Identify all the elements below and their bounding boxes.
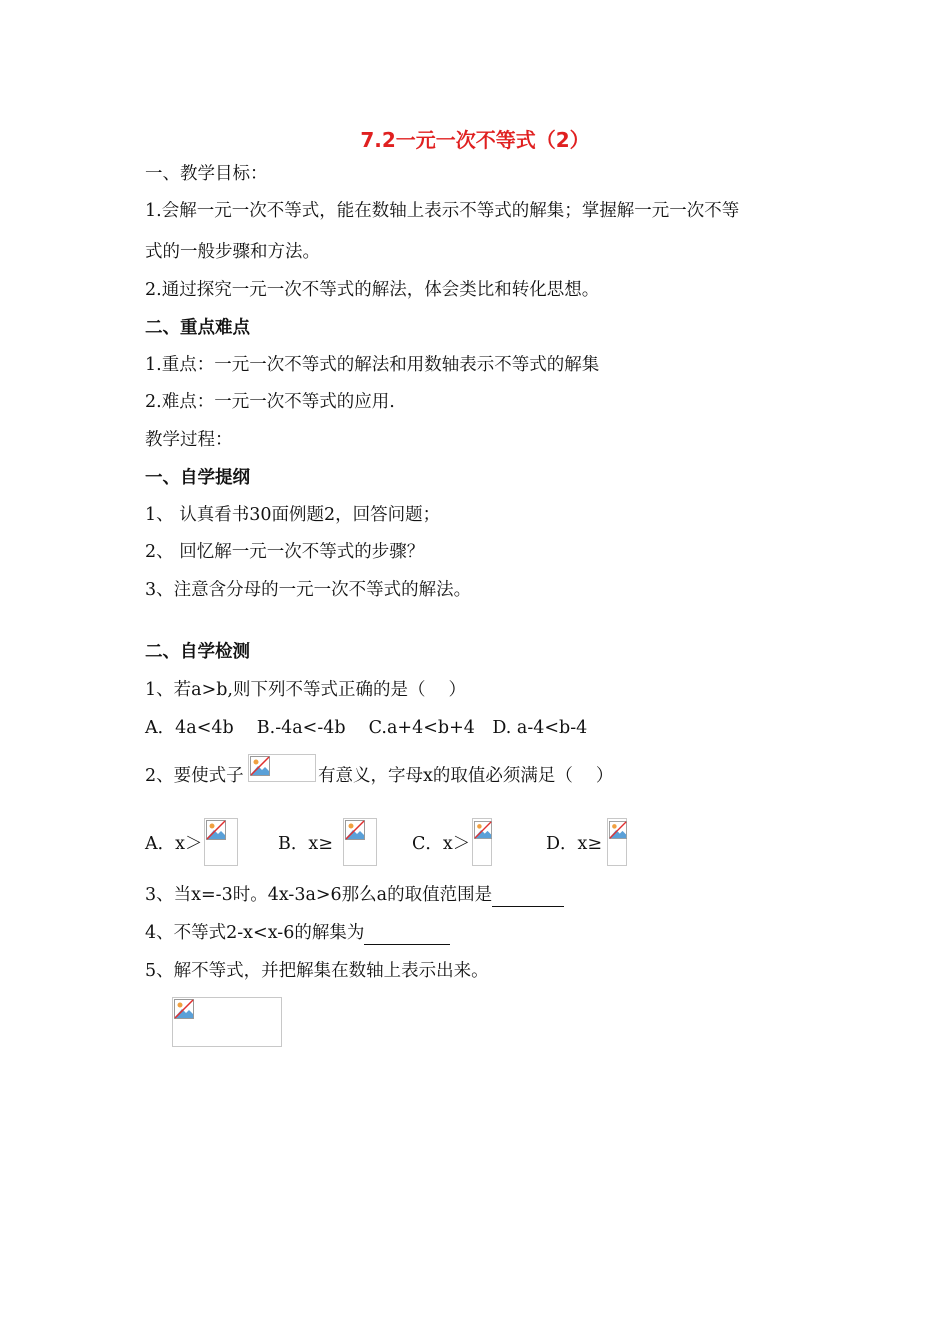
objectives-heading: 一、教学目标：: [145, 164, 268, 184]
key-point-2: 2.难点：一元一次不等式的应用.: [145, 392, 395, 412]
question-3-text: 3、当x=-3时。4x-3a>6那么a的取值范围是: [145, 885, 493, 905]
outline-item: 2、 回忆解一元一次不等式的步骤？: [145, 542, 425, 562]
outline-item: 3、注意含分母的一元一次不等式的解法。: [145, 580, 472, 600]
key-point-1: 1.重点：一元一次不等式的解法和用数轴表示不等式的解集: [145, 355, 600, 375]
question-1: 1、若a>b,则下列不等式正确的是（ ）: [145, 680, 467, 700]
goal-1-line-1: 1.会解一元一次不等式，能在数轴上表示不等式的解集；掌握解一元一次不等: [145, 201, 740, 221]
question-5: 5、解不等式，并把解集在数轴上表示出来。: [145, 961, 489, 981]
option-d: D．x≥: [546, 834, 603, 854]
answer-blank: [364, 926, 450, 945]
broken-image-icon: [607, 818, 627, 866]
process-heading: 教学过程：: [145, 430, 233, 450]
question-4-text: 4、不等式2-x<x-6的解集为: [145, 923, 365, 943]
broken-image-icon: [248, 754, 316, 782]
broken-image-icon: [172, 997, 282, 1047]
goal-1-line-2: 式的一般步骤和方法。: [145, 242, 320, 262]
option-a: A．x＞: [145, 834, 203, 854]
broken-image-icon: [343, 818, 377, 866]
answer-blank: [492, 888, 564, 907]
page-title: 7.2一元一次不等式（2）: [360, 128, 590, 152]
broken-image-icon: [472, 818, 492, 866]
question-2-suffix: 有意义，字母x的取值必须满足（ ）: [318, 766, 614, 786]
broken-image-icon: [204, 818, 238, 866]
question-2-prefix: 2、要使式子: [145, 766, 244, 786]
question-1-options: A．4a<4b B.-4a<-4b C.a+4<b+4 D. a-4<b-4: [145, 718, 588, 738]
question-4: [145, 921, 450, 945]
question-3: [145, 883, 564, 907]
goal-2: 2.通过探究一元一次不等式的解法，体会类比和转化思想。: [145, 280, 600, 300]
selftest-heading: 二、自学检测: [145, 642, 250, 662]
key-points-heading: 二、重点难点: [145, 318, 250, 338]
outline-item: 1、 认真看书30面例题2，回答问题；: [145, 505, 441, 525]
option-c: C．x＞: [412, 834, 471, 854]
outline-heading: 一、自学提纲: [145, 468, 250, 488]
option-b: B．x≥: [278, 834, 333, 854]
